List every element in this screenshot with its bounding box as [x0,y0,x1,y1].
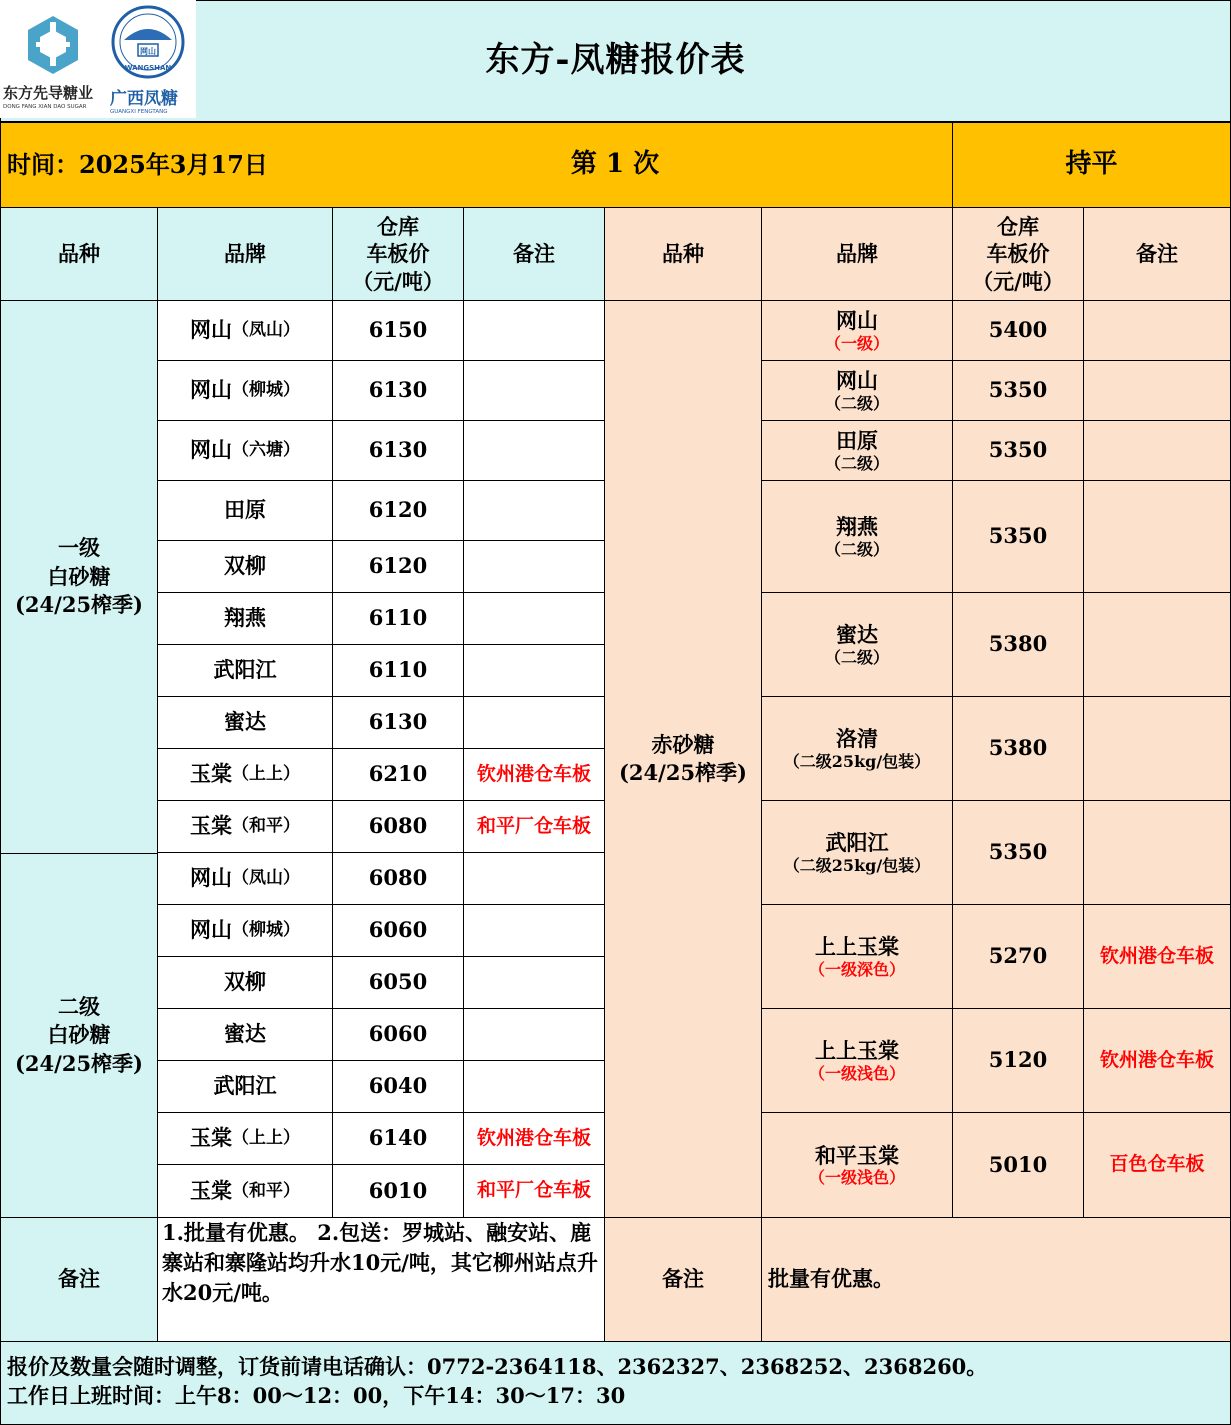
right-remark-cell: 百色仓车板 [1083,1112,1231,1218]
left-price-cell: 6130 [332,696,464,749]
quote-round: 第 1 次 [570,149,660,180]
right-remark-cell [1083,696,1231,801]
right-price-cell: 5350 [952,360,1084,421]
footer-hours: 工作日上班时间：上午8：00～12：00，下午14：30～17：30 [7,1383,626,1409]
left-price-cell: 6130 [332,420,464,481]
notes-label-right: 备注 [604,1217,762,1342]
left-price-cell: 6130 [332,360,464,421]
left-brand-name: 武阳江 [213,1073,277,1099]
left-brand-cell [157,300,333,361]
left-brand-cell [157,540,333,593]
left-brand-origin: （六塘） [232,440,300,461]
right-brand-grade: （二级25kg/包装） [783,855,931,875]
right-brand-name: 翔燕 [836,514,878,540]
logo-area [0,0,196,118]
left-brand-cell [157,748,333,801]
left-brand-name: 网山 [190,917,232,943]
left-brand-origin: （柳城） [232,380,300,401]
right-brand-cell [761,592,953,697]
left-remark-cell [463,1060,605,1113]
left-price-cell: 6150 [332,300,464,361]
right-remark-cell [1083,480,1231,593]
left-price-cell: 6110 [332,644,464,697]
left-price-cell: 6010 [332,1164,464,1218]
right-price-cell: 5350 [952,800,1084,905]
dongfang-cube-icon [28,14,78,74]
left-price-cell: 6040 [332,1060,464,1113]
left-brand-origin: （上上） [232,1128,300,1149]
right-brand-grade: （二级） [824,539,889,559]
left-brand-name: 田原 [224,497,266,523]
left-remark-cell [463,696,605,749]
left-brand-name: 网山 [190,317,232,343]
right-brand-grade: （二级） [824,647,889,667]
left-brand-name: 蜜达 [224,709,266,735]
left-brand-name: 玉棠 [190,1125,232,1151]
right-brand-cell [761,360,953,421]
right-remark-cell [1083,800,1231,905]
right-price-cell: 5120 [952,1008,1084,1113]
left-price-cell: 6140 [332,1112,464,1165]
left-brand-cell [157,592,333,645]
group-first-grade-white: 一级 白砂糖 (24/25榨季) [0,300,158,854]
left-brand-cell [157,1060,333,1113]
left-brand-cell [157,956,333,1009]
right-price-cell: 5400 [952,300,1084,361]
left-remark-cell [463,420,605,481]
left-remark-cell [463,480,605,541]
right-brand-name: 洛清 [836,726,878,752]
right-remark-cell [1083,360,1231,421]
left-remark-cell [463,904,605,957]
left-brand-name: 武阳江 [213,657,277,683]
left-brand-name: 玉棠 [190,761,232,787]
right-brand-cell [761,1112,953,1218]
wangshan-seal-arc: WANGSHAN [124,64,172,72]
right-brand-cell [761,480,953,593]
right-brand-name: 和平玉棠 [815,1142,899,1168]
left-remark-cell [463,644,605,697]
left-brand-name: 玉棠 [190,1177,232,1203]
right-brand-name: 网山 [836,368,878,394]
left-brand-cell [157,480,333,541]
left-brand-name: 双柳 [224,969,266,995]
left-brand-name: 网山 [190,865,232,891]
left-remark-cell [463,540,605,593]
left-brand-cell [157,1112,333,1165]
round-cell [470,122,760,208]
right-brand-grade: （二级） [824,453,889,473]
right-brand-cell [761,1008,953,1113]
group-second-grade-white: 二级 白砂糖 (24/25榨季) [0,853,158,1218]
right-brand-cell [761,904,953,1009]
left-remark-cell: 和平厂仓车板 [463,1164,605,1218]
left-brand-name: 网山 [190,437,232,463]
left-price-cell: 6060 [332,1008,464,1061]
right-brand-grade: （一级浅色） [808,1063,905,1083]
left-brand-origin: （和平） [232,816,300,837]
left-price-cell: 6050 [332,956,464,1009]
left-remark-cell: 和平厂仓车板 [463,800,605,853]
left-remark-cell [463,360,605,421]
right-price-cell: 5380 [952,696,1084,801]
left-brand-origin: （柳城） [232,920,300,941]
left-header-price: 仓库 车板价 （元/吨） [332,207,464,301]
right-remark-cell [1083,300,1231,361]
company-logos [0,0,196,118]
left-brand-cell [157,904,333,957]
left-price-cell: 6120 [332,480,464,541]
dongfang-logo-name: 东方先导糖业 [3,84,94,102]
left-brand-cell [157,644,333,697]
left-brand-cell [157,800,333,853]
right-brand-name: 上上玉棠 [815,1038,899,1064]
notes-text-right: 批量有优惠。 [761,1217,1231,1342]
left-price-cell: 6210 [332,748,464,801]
footer-contact: 报价及数量会随时调整，订货前请电话确认：0772-2364118、2362327、2368252、2368260。 [7,1354,988,1379]
quote-date: 时间：2025年3月17日 [7,149,268,179]
right-brand-grade: （二级25kg/包装） [783,751,931,771]
left-remark-cell: 钦州港仓车板 [463,1112,605,1165]
right-header-price: 仓库 车板价 （元/吨） [952,207,1084,301]
wangshan-seal-text: 网山 [140,47,156,56]
wangshan-seal-icon [113,7,183,77]
price-trend: 持平 [1065,149,1118,180]
left-remark-cell [463,956,605,1009]
left-price-cell: 6120 [332,540,464,593]
left-brand-cell [157,852,333,905]
right-remark-cell [1083,420,1231,481]
trend-cell [952,122,1231,208]
left-header-brand: 品牌 [157,207,333,301]
right-remark-cell: 钦州港仓车板 [1083,904,1231,1009]
fengtang-logo-pinyin: GUANGXI FENGTANG [110,109,168,115]
right-brand-cell [761,696,953,801]
left-remark-cell [463,300,605,361]
left-price-cell: 6110 [332,592,464,645]
left-remark-cell [463,1008,605,1061]
left-remark-cell: 钦州港仓车板 [463,748,605,801]
right-brand-name: 武阳江 [825,830,889,856]
left-remark-cell [463,592,605,645]
left-brand-name: 玉棠 [190,813,232,839]
right-remark-cell: 钦州港仓车板 [1083,1008,1231,1113]
left-brand-cell [157,1008,333,1061]
left-brand-origin: （凤山） [232,320,300,341]
left-brand-cell [157,360,333,421]
right-remark-cell [1083,592,1231,697]
right-brand-name: 上上玉棠 [815,934,899,960]
left-brand-cell [157,1164,333,1218]
group-brown-sugar: 赤砂糖 (24/25榨季) [604,300,762,1218]
right-header-brand: 品牌 [761,207,953,301]
left-brand-cell [157,696,333,749]
left-price-cell: 6080 [332,852,464,905]
notes-text-left: 1.批量有优惠。 2.包送：罗城站、融安站、鹿寨站和寨隆站均升水10元/吨，其它柳州站点升水20元/吨。 [162,1220,598,1306]
right-price-cell: 5010 [952,1112,1084,1218]
left-brand-cell [157,420,333,481]
right-brand-cell [761,300,953,361]
right-brand-grade: （一级浅色） [808,1168,905,1187]
left-header-variety: 品种 [0,207,158,301]
page-title: 东方-凤糖报价表 [485,40,746,81]
left-header-remark: 备注 [463,207,605,301]
fengtang-logo-name: 广西凤糖 [110,89,178,109]
right-brand-cell [761,420,953,481]
left-brand-name: 蜜达 [224,1021,266,1047]
right-price-cell: 5350 [952,420,1084,481]
right-brand-name: 田原 [836,428,878,454]
left-brand-origin: （上上） [232,764,300,785]
left-remark-cell [463,852,605,905]
footer [0,1341,1231,1425]
right-header-variety: 品种 [604,207,762,301]
left-brand-origin: （和平） [232,1180,300,1201]
left-brand-origin: （凤山） [232,868,300,889]
right-brand-name: 蜜达 [836,622,878,648]
left-price-cell: 6060 [332,904,464,957]
left-price-cell: 6080 [332,800,464,853]
right-header-remark: 备注 [1083,207,1231,301]
right-price-cell: 5350 [952,480,1084,593]
left-brand-name: 网山 [190,377,232,403]
right-brand-grade: （一级） [824,333,889,353]
right-price-cell: 5270 [952,904,1084,1009]
notes-label-left: 备注 [0,1217,158,1342]
left-brand-name: 翔燕 [224,605,266,631]
dongfang-logo-pinyin: DONG FANG XIAN DAO SUGAR [3,104,87,110]
right-brand-cell [761,800,953,905]
right-brand-grade: （二级） [824,393,889,413]
right-price-cell: 5380 [952,592,1084,697]
right-brand-name: 网山 [836,308,878,334]
right-brand-grade: （一级深色） [808,959,905,979]
left-brand-name: 双柳 [224,553,266,579]
